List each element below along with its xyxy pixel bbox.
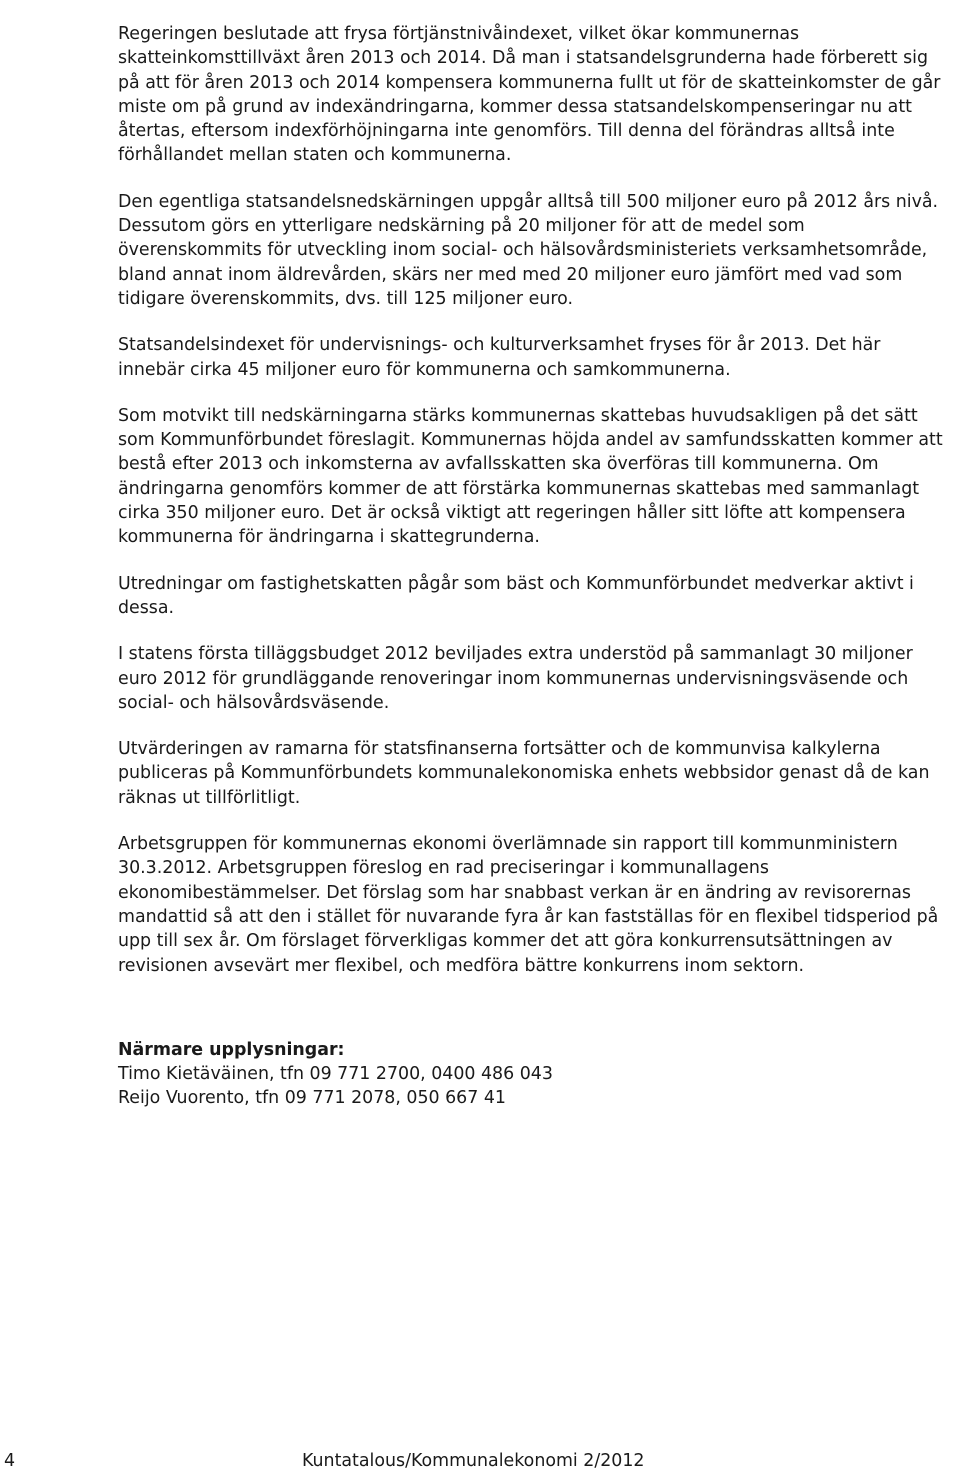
paragraph-evaluation: Utvärderingen av ramarna för statsfinanserna fortsätter och de kommunvisa kalkylerna publiceras på Kommunförbundets kommunalekonomiska enhets webbsidor genast då de kan räknas ut tillförlitligt. (118, 739, 930, 808)
paragraph-index-freeze: Regeringen beslutade att frysa förtjänstnivåindexet, vilket ökar kommunernas skatteinkomsttillväxt åren 2013 och 2014. Då man i statsandelsgrunderna hade förberett sig på att för åren 2013 och 2014 kompensera kommunerna fullt ut för de skatteinkomster de går miste om på grund av indexändringarna, kommer dessa statsandelskompenseringar nu att återtas, eftersom indexförhöjningarna inte genomförs. Till denna del förändras alltså inte förhållandet mellan staten och kommunerna. (118, 24, 941, 166)
paragraph-supplementary-budget: I statens första tilläggsbudget 2012 beviljades extra understöd på sammanlagt 30 miljoner euro 2012 för grundläggande renoveringar inom kommunernas undervisningsväsende och social- och hälsovårdsväsende. (118, 644, 913, 713)
contact-line-vuorento: Reijo Vuorento, tfn 09 771 2078, 050 667 41 (118, 1088, 506, 1109)
document-body (118, 22, 944, 1111)
paragraph-statsandel-cut: Den egentliga statsandelsnedskärningen uppgår alltså till 500 miljoner euro på 2012 års nivå. Dessutom görs en ytterligare nedskärning på 20 miljoner för att de medel som överenskommits för utveckling inom social- och hälsovårdsministeriets verksamhetsområde, bland annat inom äldrevården, skärs ner med med 20 miljoner euro jämfört med vad som tidigare överenskommits, dvs. till 125 miljoner euro. (118, 191, 939, 309)
page-number: 4 (4, 1451, 16, 1471)
paragraph-education-index: Statsandelsindexet för undervisnings- och kulturverksamhet fryses för år 2013. Det här innebär cirka 45 miljoner euro för kommunerna och samkommunerna. (118, 335, 881, 380)
contact-line-kietavainen: Timo Kietäväinen, tfn 09 771 2700, 0400 486 043 (118, 1064, 553, 1085)
publication-title: Kuntatalous/Kommunalekonomi 2/2012 (302, 1451, 645, 1471)
contact-block (118, 1038, 944, 1111)
paragraph-working-group: Arbetsgruppen för kommunernas ekonomi överlämnade sin rapport till kommunministern 30.3.2012. Arbetsgruppen föreslog en rad preciseringar i kommunallagens ekonomibestämmelser. Det förslag som har snabbast verkan är en ändring av revisorernas mandattid så att den i stället för nuvarande fyra år kan fastställas för en flexibel tidsperiod på upp till sex år. Om förslaget förverkligas kommer det att göra konkurrensutsättningen av revisionen avsevärt mer flexibel, och medföra bättre konkurrens inom sektorn. (118, 834, 939, 976)
paragraph-property-tax: Utredningar om fastighetskatten pågår som bäst och Kommunförbundet medverkar aktivt i dessa. (118, 573, 914, 618)
contact-heading: Närmare upplysningar: (118, 1039, 345, 1060)
paragraph-tax-base: Som motvikt till nedskärningarna stärks kommunernas skattebas huvudsakligen på det sätt som Kommunförbundet föreslagit. Kommunernas höjda andel av samfundsskatten kommer att bestå efter 2013 och inkomsterna av avfallsskatten ska överföras till kommunerna. Om ändringarna genomförs kommer de att förstärka kommunernas skattebas med sammanlagt cirka 350 miljoner euro. Det är också viktigt att regeringen håller sitt löfte att kompensera kommunerna för ändringarna i skattegrunderna. (118, 405, 943, 548)
